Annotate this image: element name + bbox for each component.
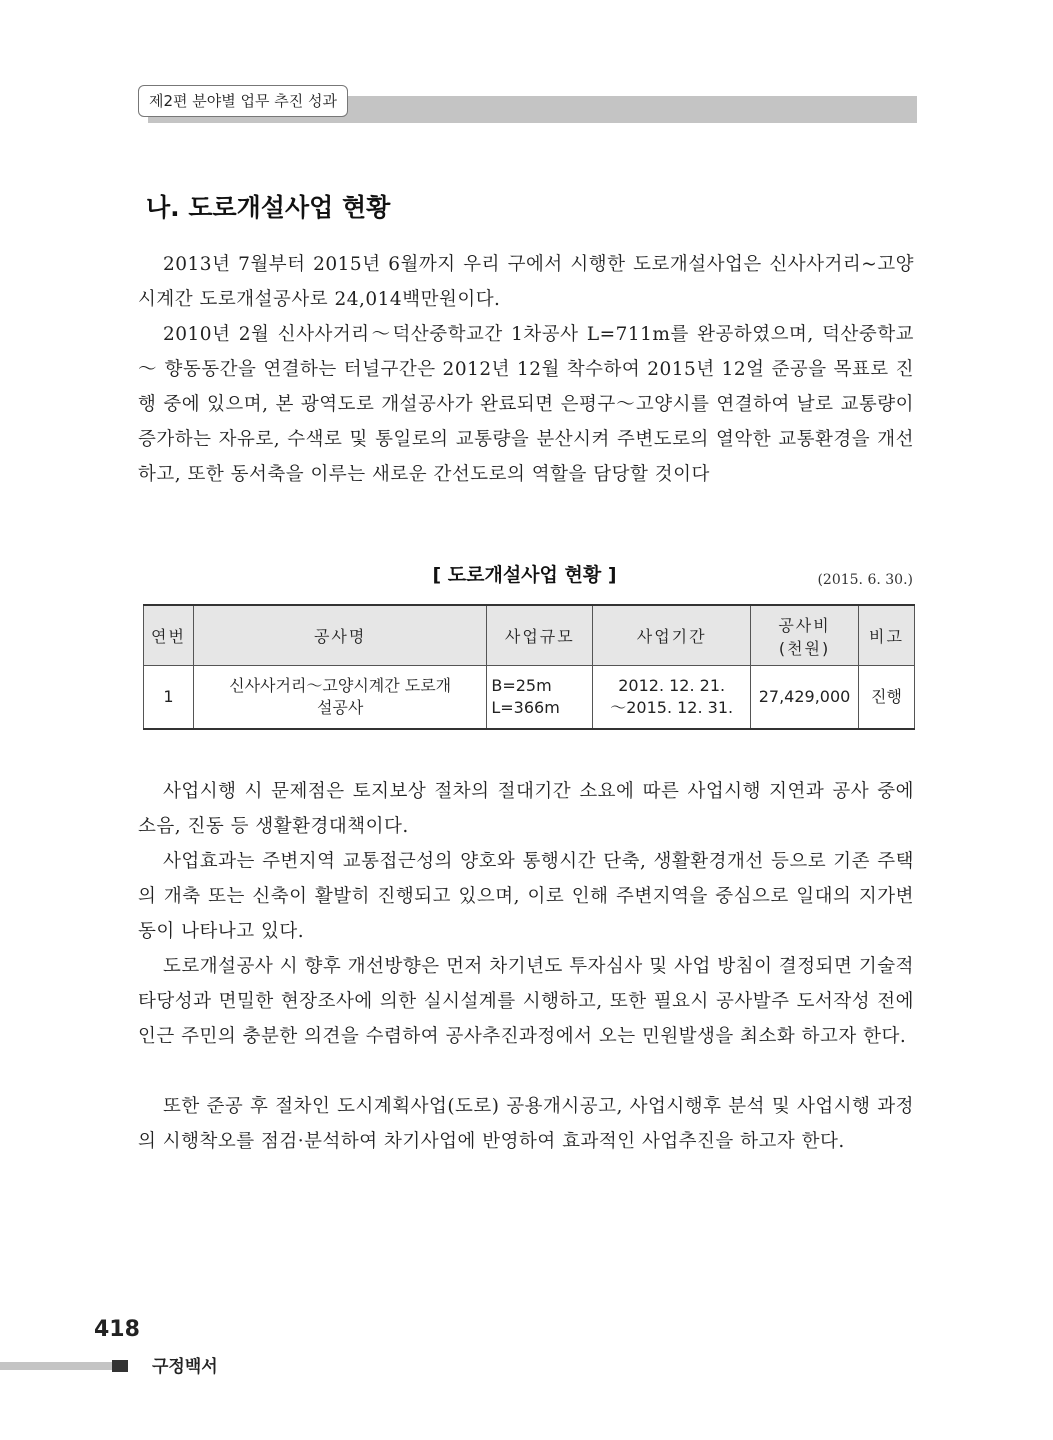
footer-marker	[112, 1360, 128, 1372]
book-title: 구정백서	[152, 1357, 218, 1377]
cell-cost: 27,429,000	[751, 666, 859, 730]
chapter-tab: 제2편 분야별 업무 추진 성과	[138, 85, 348, 117]
table-header-row	[144, 605, 915, 666]
paragraph: 사업효과는 주변지역 교통접근성의 양호와 통행시간 단축, 생활환경개선 등으로 기존 주택의 개축 또는 신축이 활발히 진행되고 있으며, 이로 인해 주변지역을 중심으로 일대의 지가변동이 나타나고 있다.	[138, 851, 914, 942]
footer-bar	[0, 1362, 112, 1370]
cell-name: 신사사거리～고양시계간 도로개 설공사	[193, 666, 486, 730]
cell-scale: B=25m L=366m	[487, 666, 593, 730]
cell-no: 1	[144, 666, 194, 730]
paragraph: 2010년 2월 신사사거리～덕산중학교간 1차공사 L=711m를 완공하였으며, 덕산중학교～ 향동동간을 연결하는 터널구간은 2012년 12월 착수하여 2015년 12얼 준공을 목표로 진행 중에 있으며, 본 광역도로 개설공사가 완료되면 은평구～고양시를 연결하여 날로 교통량이 증가하는 자유로, 수색로 및 통일로의 교통량을 분산시켜 주변도로의 열악한 교통환경을 개선하고, 또한 동서축을 이루는 새로운 간선도로의 역할을 담당할 것이다	[138, 324, 914, 485]
col-header-no: 연번	[144, 605, 194, 666]
table-caption: [ 도로개설사업 현황 ]	[432, 564, 617, 586]
col-header-note: 비고	[859, 605, 915, 666]
page-number: 418	[94, 1317, 140, 1342]
col-header-scale: 사업규모	[487, 605, 593, 666]
paragraph: 2013년 7월부터 2015년 6월까지 우리 구에서 시행한 도로개설사업은 신사사거리~고양시계간 도로개설공사로 24,014백만원이다.	[138, 254, 914, 310]
col-header-name: 공사명	[193, 605, 486, 666]
table-date: (2015. 6. 30.)	[817, 572, 913, 588]
paragraph: 도로개설공사 시 향후 개선방향은 먼저 차기년도 투자심사 및 사업 방침이 결정되면 기술적 타당성과 면밀한 현장조사에 의한 실시설계를 시행하고, 또한 필요시 공사발주 도서작성 전에 인근 주민의 충분한 의견을 수렴하여 공사추진과정에서 오는 민원발생을 최소화 하고자 한다.	[138, 956, 914, 1047]
paragraph: 사업시행 시 문제점은 토지보상 절차의 절대기간 소요에 따른 사업시행 지연과 공사 중에 소음, 진동 등 생활환경대책이다.	[138, 781, 914, 837]
section-title: 나. 도로개설사업 현황	[146, 193, 391, 222]
col-header-cost: 공사비 (천원)	[751, 605, 859, 666]
table-row	[144, 666, 915, 730]
cell-note: 진행	[859, 666, 915, 730]
cell-period: 2012. 12. 21. ～2015. 12. 31.	[593, 666, 751, 730]
road-project-table	[143, 604, 915, 730]
col-header-period: 사업기간	[593, 605, 751, 666]
paragraph: 또한 준공 후 절차인 도시계획사업(도로) 공용개시공고, 사업시행후 분석 및 사업시행 과정의 시행착오를 점검·분석하여 차기사업에 반영하여 효과적인 사업추진을 하고자 한다.	[138, 1096, 914, 1152]
